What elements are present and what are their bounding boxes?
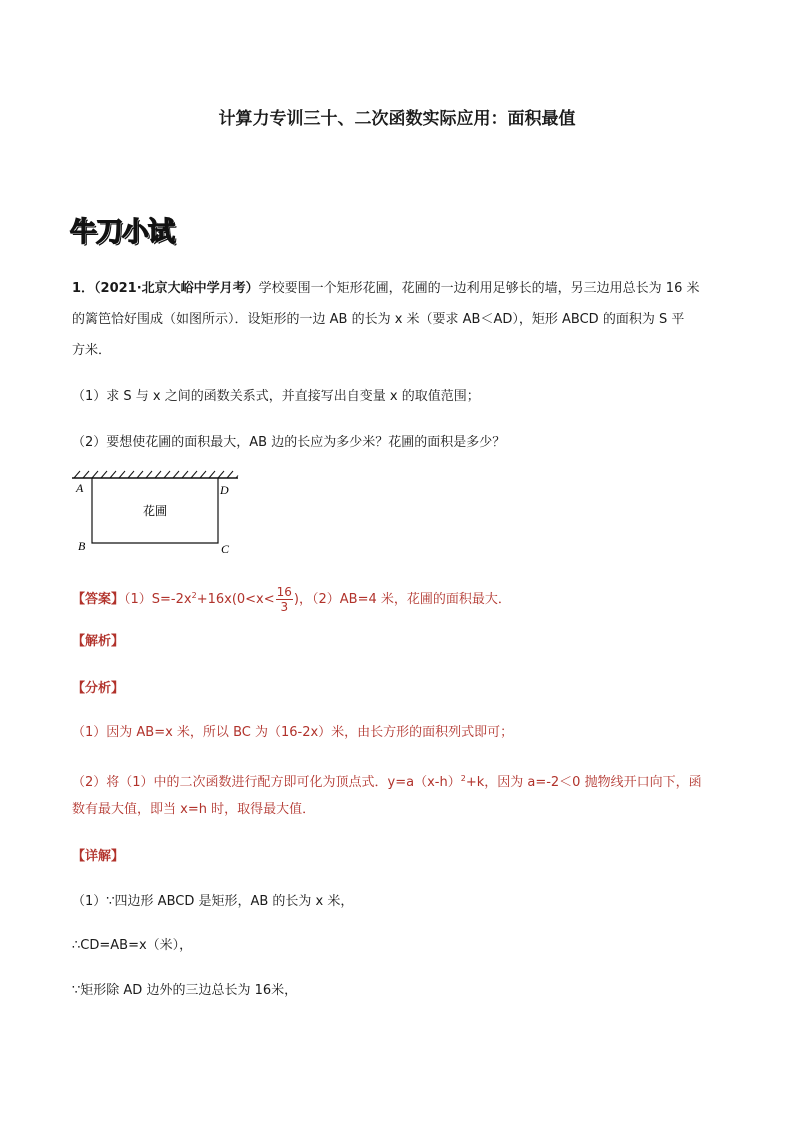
answer-tag: 【答案】 xyxy=(72,592,125,607)
answer-exponent: 2 xyxy=(191,591,197,600)
fraction-denominator: 3 xyxy=(280,600,289,614)
label-d: D xyxy=(220,483,229,497)
detail-line-1: （1）∵四边形 ABCD 是矩形，AB 的长为 x 米， xyxy=(72,894,354,909)
answer-part-1: （1）S=-2x xyxy=(124,592,192,607)
answer-part-3: )，（2）AB=4 米，花圃的面积最大． xyxy=(293,592,511,607)
analysis-line-2-b: +k，因为 a=-2＜0 抛物线开口向下，函 xyxy=(465,775,702,790)
label-a: A xyxy=(76,481,84,495)
wall-hatching xyxy=(74,471,238,478)
problem-line-2: 的篱笆恰好围成（如图所示）．设矩形的一边 AB 的长为 x 米（要求 AB＜AD），矩形 ABCD 的面积为 S 平 xyxy=(72,312,685,327)
analysis-line-1: （1）因为 AB=x 米，所以 BC 为（16-2x）米，由长方形的面积列式即可； xyxy=(72,725,514,740)
question-1: （1）求 S 与 x 之间的函数关系式，并直接写出自变量 x 的取值范围； xyxy=(72,389,480,404)
analysis-line-3: 数有最大值，即当 x=h 时，取得最大值． xyxy=(72,802,316,817)
problem-line-3: 方米． xyxy=(72,343,112,358)
answer-fraction xyxy=(276,585,293,614)
problem-source: （2021·北京大峪中学月考） xyxy=(94,281,259,296)
analysis-line-2 xyxy=(72,770,732,792)
label-c: C xyxy=(221,542,230,556)
analysis-tag: 【解析】 xyxy=(72,634,125,649)
answer-part-2: +16x(0<x< xyxy=(196,592,275,607)
label-b: B xyxy=(78,539,86,553)
problem-text-1: 学校要围一个矩形花圃，花圃的一边利用足够长的墙，另三边用总长为 16 米 xyxy=(258,281,700,296)
garden-figure xyxy=(70,470,250,560)
fraction-numerator: 16 xyxy=(276,585,292,599)
problem-line-1 xyxy=(72,280,732,298)
detail-tag: 【详解】 xyxy=(72,849,125,864)
analysis-line-2-a: （2）将（1）中的二次函数进行配方即可化为顶点式．y=a（x-h） xyxy=(72,775,461,790)
section-heading: 牛刀小试 xyxy=(70,217,174,248)
detail-line-3: ∵矩形除 AD 边外的三边总长为 16米， xyxy=(72,983,298,998)
question-2: （2）要想使花圃的面积最大，AB 边的长应为多少米？花圃的面积是多少？ xyxy=(72,435,506,450)
fenxi-tag: 【分析】 xyxy=(72,681,125,696)
problem-number: 1． xyxy=(72,281,95,296)
page-title: 计算力专训三十、二次函数实际应用：面积最值 xyxy=(218,109,576,129)
answer-line xyxy=(72,582,732,614)
analysis-exponent: 2 xyxy=(460,774,466,783)
detail-line-2: ∴CD=AB=x（米）， xyxy=(72,938,193,953)
garden-label: 花圃 xyxy=(142,504,168,518)
